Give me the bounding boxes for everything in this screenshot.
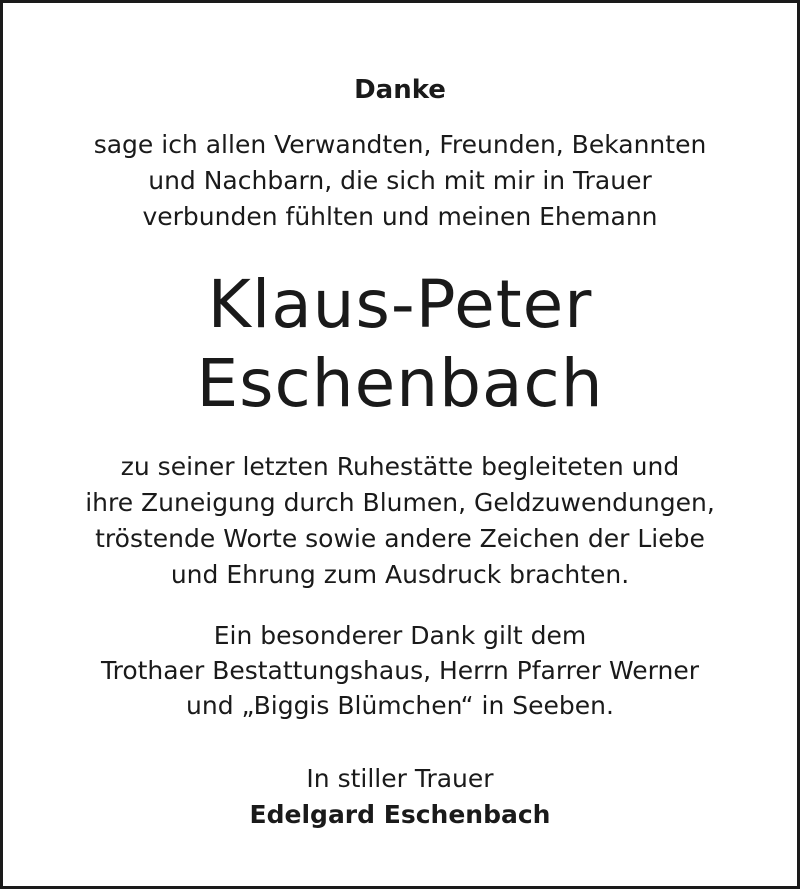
notice-heading: Danke bbox=[354, 75, 446, 105]
body-line: zu seiner letzten Ruhestätte begleiteten und bbox=[120, 452, 680, 481]
special-thanks-line: Ein besonderer Dank gilt dem bbox=[213, 621, 587, 650]
intro-line: sage ich allen Verwandten, Freunden, Bekannten bbox=[93, 130, 707, 159]
deceased-name bbox=[3, 265, 797, 423]
intro-line: und Nachbarn, die sich mit mir in Trauer bbox=[148, 166, 652, 195]
body-text bbox=[3, 449, 797, 593]
body-line: ihre Zuneigung durch Blumen, Geldzuwendungen, bbox=[85, 488, 715, 517]
intro-line: verbunden fühlten und meinen Ehemann bbox=[142, 202, 658, 231]
special-thanks-line: Trothaer Bestattungshaus, Herrn Pfarrer Werner bbox=[101, 656, 699, 685]
intro-text bbox=[3, 127, 797, 235]
signature: Edelgard Eschenbach bbox=[249, 800, 551, 829]
special-thanks bbox=[3, 618, 797, 723]
deceased-name-line: Klaus-Peter bbox=[207, 266, 593, 343]
special-thanks-line: und „Biggis Blümchen“ in Seeben. bbox=[186, 691, 614, 720]
body-line: tröstende Worte sowie andere Zeichen der Liebe bbox=[95, 524, 705, 553]
body-line: und Ehrung zum Ausdruck brachten. bbox=[170, 560, 630, 589]
deceased-name-line: Eschenbach bbox=[196, 345, 604, 422]
closing-phrase: In stiller Trauer bbox=[306, 764, 494, 793]
